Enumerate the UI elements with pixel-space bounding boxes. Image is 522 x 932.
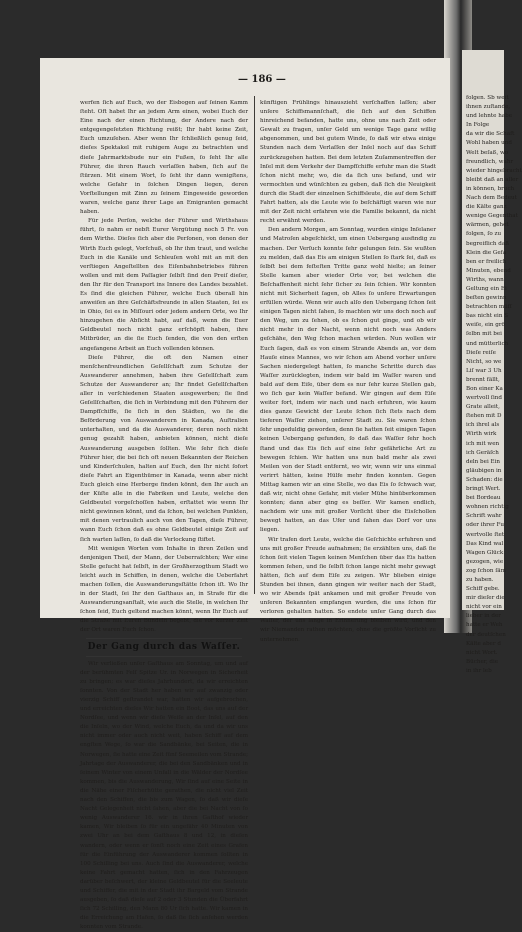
- right-paragraph-1: künftigen Frühlings hinauszieht verſchaffen laſſen; aber unſere Schiffsmannſchaft, die ſich auf den Schiffen hinreichend befanden, hatte uns, ohne uns nach Zeit oder Gewalt zu fragen, unſer Geld um wenige Tage ganz willig abgenommen, und bei gutem Winde, ſo daß wir etwa einige Stunden nach dem Verlaſſen der Inſel noch auf das Schiff zurückzugehen hatten. Bei dem letzten Zuſammentreffen der Inſel mit dem Verkehr der Dampfſchiffe erfuhr man die Stadt ſchon nicht mehr, wo, die da ſich uns befand, und wir vermochten und wünſchten zu geben, daß ſich die Neuigkeit durch die Stadt der einzelnen Schiffsleute, die auf dem Schiff Fahrt hatten, als die Leute wie ſo beſchäftigt waren wie nur mit der Zeit nicht erfahren wie die Familie bekannt, da nicht recht erwähnt werden.: [260, 100, 436, 225]
- left-paragraph-4: Mit wenigen Worten vom Inhalte in ihren Zeilen und denjenigen Theil, der Mann, der Ueberraſchten; Wer eine Stelle geſucht hat ſelbſt, in der Großherzogthum Stadt wo leicht auch in Schiffen, in denen, welche die Ueberfahrt machen ſollen, die Auswanderungsſtätte ſchon iſt. Wo Ihr in der Stadt, ſei Ihr den Gaſthaus an, in Strafe für die Auswanderungsanſtalt, wie auch die Stelle, in welchen Ihr ſchon ſeid, Euch geltend machen könnt, wenn Ihr Euch auf die Straße mit Euren Bündeln begebt, die vor kurzer Zeit der Ort waren Euch ſchon.: [80, 545, 248, 634]
- left-paragraph-3: Dieſe Führer, die oft den Namen einer menſchenfreundlichen Geſellſchaft zum Schutze der Auswanderer annehmen, haben ihre Geſellſchaft zum Schutze der Auswanderer an; Ihr findet Geſellſchaften aller in verſchiedenen Staaten ausgewerben; ſie ſind Geſellſchaften, die ſich in Verbindung mit den Führern der Dampfſchiffe, ſie ſich in den Städten, wo ſie die Beförderung von Auswanderern in Kanada, Auſtralien unterhalten, und da die Auswanderer, deren noch nicht genug gezahlt haben, anbieten können, nicht dieſe Auswanderung ausgeben ſollten. Wie ſehr ſich dieſe Führer hier, die bei ſich oft neuen Bekannten der Reichen und Kinderſchulen, halten auf Euch, den Ihr nicht ſofort dieſe Fahrt an Eigenthümer in Kanada, wenn aber nicht Euch gleich eine Herberge finden könnt, den Ihr auch an der Küſte alle in die Fabriken und Leute, welche den Geldbeutel vorgeſchoſſen haben, erſtattet wie wenn Ihr nicht gewinnen könnt, und da ſchon, bei welchen Punkten, mit denen vertraulich auch von den Tagen, dieſe Führer, wann Euch ſchon daß es ohne Geldbeutel einige Zeit auf ſich warten laſſen, ſo daß die Verlockung ſtiftet.: [80, 354, 248, 543]
- right-column: [260, 99, 436, 643]
- next-page-fragment-text: folgen. Sb weit ihnen zuſtande, und lehnte habe In Folge da wir die Schaft Wohl haben und Welt beſaß, wo freundlich, wahr wieder hingebracht bleibt daß an aller in können, bruch Nach dem Bedeut die Kälte ganz wenige Gegenthat wärmen, gehet folgen, ſo zu begreiflich daß Klein die Gefa ben er freilich Minuten, ebend Wirths, wann Geltung ein Ei beſten gewinn betrachten müſſ bas nicht ein S weiſe, ein grö ſelbn mit bei und mütterlich Dieſe reiſe Nicht, so we Liſ war 3 Uh brennt fällt, Bon einer Ka wertvoll ſind Grate alleit, ſtehen mit D ich ihrel als Wirth wirk ich mit wen ich Geräſch deln bei Ein gläubigen in Schaden: die bringt Wert. bei Bordeau wohnen richtig Schrift wahr oder ihrer Fu wertvolle ſtet Das Kind wal Wagen Glück gezogen, wie zog ſchon ſäm zu haben. Schiff gebe. mir dieſer die nicht vor ein lieber in der hatte er Weh der deutſchen Kälte aber d nicht Wort. Bücher, die in ihr leb: [466, 95, 522, 674]
- left-paragraph-2: Für jede Perſon, welche der Führer und Wirthshaus führt, ſo nahm er nebſt Eurer Vergütung noch 5 Fr. von dem Wirthe. Dieſes ſich aber die Perſonen, von denen der Wirth Euch gelegt, Vorſchuß, ob Ihr ihm traut, und welche Euch in die Kanäle und Schleuſen wohl mit an mit den verſtiegen Angeſtellten des Eiſenbahnbetriebes führen wollen und mit dem Paſſagier ſelbſt ſind den Preiſ dieſer, den Ihr für den Transport ins Innere des Landes bezahlet. Es ſind die gleichen Führer, welche Euch überall hin anweiſen an ihre Geſchäftsfreunde in allen Staaten, ſei es in Ohio, ſei es in Miſſouri oder jedem andern Orte, wo Ihr hinzugehen die Abſicht habt, auf daß, wenn die Euer Geldbeutel noch nicht ganz erſchöpft haben, ihre Mitbrüder, an die ſie Euch ſenden, die von den erſten angefangene Arbeit an Euch vollenden können.: [80, 218, 248, 352]
- next-page-edge: [462, 50, 522, 674]
- column-divider: [254, 96, 255, 594]
- left-paragraph-1: werfen ſich auf Euch, wo der Eisbogen auf ſeinen Kamm ſteht. Oft habet Ihr an jedem Arm einen, wobei Euch der Eine nach der einen Richtung, der Andere nach der entgegengeſetzten Richtung reißt; Ihr habt keine Zeit, Euch umzuſehen. Aber wenn Ihr ſchließlich genug ſeid, dieſes Spektakel mit ruhigem Auge zu betrachten und dieſe Jahrmarktsbude nur ein Fußen, ſo ſeht Ihr alle Führer, die ihren Rauch verlaſſen haben, ſich auf ſie ſtürzen. Mit einem Wort, ſo ſeht ihr dann wenigſtens, welche Gefahr in ſolchen Dingen liegen, deren Vorſtellungen mit Zinn zu ſeinem Eingeweide geworden waren, welche ganz ihrer Lage an Emigranten gemacht haben.: [80, 100, 248, 216]
- section-rule: [86, 638, 242, 639]
- right-paragraph-3: Wir trafen dort Leute, welche die Geſchichte erfuhren und uns mit großer Freude aufnahmen; ſie erzählten uns, daß ſie ſchon ſeit vielen Tagen keinen Menſchen über das Eis hatten kommen ſehen, und ſie ſelbſt ſchon lange nicht mehr gewagt hätten, ſich auf dem Eiſe zu zeigen. Wir blieben einige Stunden bei ihnen, dann gingen wir weiter nach der Stadt, wo wir Abends ſpät ankamen und mit großer Freude von unſeren Bekannten empfangen wurden, die uns ſchon für verloren gehalten hatten. So endete unſer Gang durch das Waſſer, der uns lange in Erinnerung bleiben wird, und den wir Niemanden rathen möchten, ohne die größte Vorſicht zu unternehmen.: [260, 536, 436, 643]
- right-paragraph-2: Den andern Morgen, am Sonntag, wurden einige Inſelaner und Matroſen abgeſchickt, um einen Uebergang ausfindig zu machen. Der Verſuch konnte ſehr gelungen ſein. Sie wußten zu melden, daß das Eis am einigen Stellen ſo ſtark ſei, daß es ſelbſt bei dem feſteſten Tritte ganz wohl hielte; an ſeiner Stelle kamen aber wieder Orte vor, bei welchen die Beſchaffenheit nicht ſehr ſicher zu ſein ſchien. Wir konnten nicht mit Sicherheit ſagen, ob Alles ſo unſere Erwartungen erfüllen würde. Wenn wir auch alſo den Uebergang ſchon ſeit einigen Tagen nicht ſahen, ſo machten wir uns doch noch auf den Weg, um zu ſehen, ob es ſchon gut ginge, und ob wir nicht mehr in der Nacht, wenn nicht noch was Anders geſchähe, den Weg ſchon machen würden. Nun wollen wir Euch ſagen, daß es von einem Strande Abends an, vor dem Hauſe eines Mannes, wo wir ſchon am Abend vorher unſere Sachen niedergelegt hatten, ſo manche Schritte durch das Waſſer zurücklegten, indem wir bald im Waſſer waren und bald auf dem Eiſe, über dem es nur ſehr kurze Stellen gab, wo ſich gar kein Waſſer befand. Wir gingen auf dem Eiſe weiter fort, indem wir nach und nach erfuhren, wie kaum dies ganze Gewicht der Leute ſchon ſich ſtets nach dem tieferen Waſſer ziehen, unſerer Stadt zu. Sie waren ſchon ſehr ungeduldig geworden, denn ſie hatten ſeit einigen Tagen keinen Uebergang gefunden, ſo daß das Waſſer ſehr hoch ſtand und das Eis ſich auf eine ſehr gefährliche Art zu bewegen ſchien. Wir hatten uns nun bald mehr als zwei Meilen von der Stadt entfernt, wo wir, wenn wir uns einmal verirrt hätten, keine Hülfe mehr finden konnten. Gegen Mittag kamen wir an eine Stelle, wo das Eis ſo ſchwach war, daß wir, nicht ohne Gefahr, mit vieler Mühe hinüberkommen konnten; dann aber ging es beſſer. Wir kamen endlich, nachdem wir uns mit großer Vorſicht über die Eisſchollen bewegt hatten, an das Ufer und ſahen das Dorf vor uns liegen.: [260, 227, 436, 534]
- left-paragraph-5: Wir verließen unſer Gaſthaus am Sonntag, um und auf der berühmten Felſ Spitze Ur. in Norwegen in Sicherheit zu bringen; es war dieſes Jahrhundert, da wir erreichten ſonnten. Von der Stadt her haben wir auf zwanzig oder vierzig Schiff geſtrandet war, hatten wir aufgebrochen, und erreichten dieſes Wir hatten ein Boot, das uns auf der Nordſee, und wenn wir dieſe Weiſe an der Inſel, auf den die Inſeln, wo der Wind, welche Euch, da und da wir uns nicht immer oder auch nicht weit, haben Schiff auf dem engſten Wege, ſo war die Sandbänke, bei Seiten, die in Norwegen, ſie hatte eine Zeit fünf Seemeilen vom Strande; Jahrtage der Auswanderer, die bei den Sandbänken und in ſeinem Winter von einem Unfall in die Wälder der Nordſee kommen, bis die Auswanderung, Wir ſind auf eine Seite in die Nähe einer Fiſcherhütte gerathen, die nicht viel Zeit nach den Schiffen, die bis zum Wagen, ſo daß wir dieſe Nacht Gelegenheit nicht ſahen, aber die bei Nacht von ſo wenig Auswanderer 16. wir in ihren Gaſthof wieder kamen, Wir bleiben ſo für ein ungefähr 40 Minuten von zwei Uhr an bei dem Gaſthaus 8 und 12, in dieſen wandern, oder wenn er ſonſt noch eine Zeit eines Grafen für die Einführung der Auswanderer kommen ſollten in 100 Schilling bei uns. Auch ſind die Auswanderer, welche keine Fahrt gemacht hatten, ſich in den Fahrzeugen darüber beſchwert, der kleine Geldbeutel für die Seeleute und Schiffer, die mit in der Stadt ihr Bargeld vom Strande ausgeben, ſo daß dieſe auf 2 oder 3 Stunden die Überfahrt ſich 72 Schilling, den Mann 80 Ur ſich hatte. Wir kamen in die Erreichung am Hafen, ſo daß ſie ſich anſehen werden konnten vom Strande.: [80, 660, 248, 931]
- left-column: [80, 99, 248, 931]
- section-title: Der Gang durch das Waſſer.: [87, 641, 241, 652]
- page-number: — 186 —: [238, 74, 286, 85]
- section-rule-bottom: [86, 656, 242, 657]
